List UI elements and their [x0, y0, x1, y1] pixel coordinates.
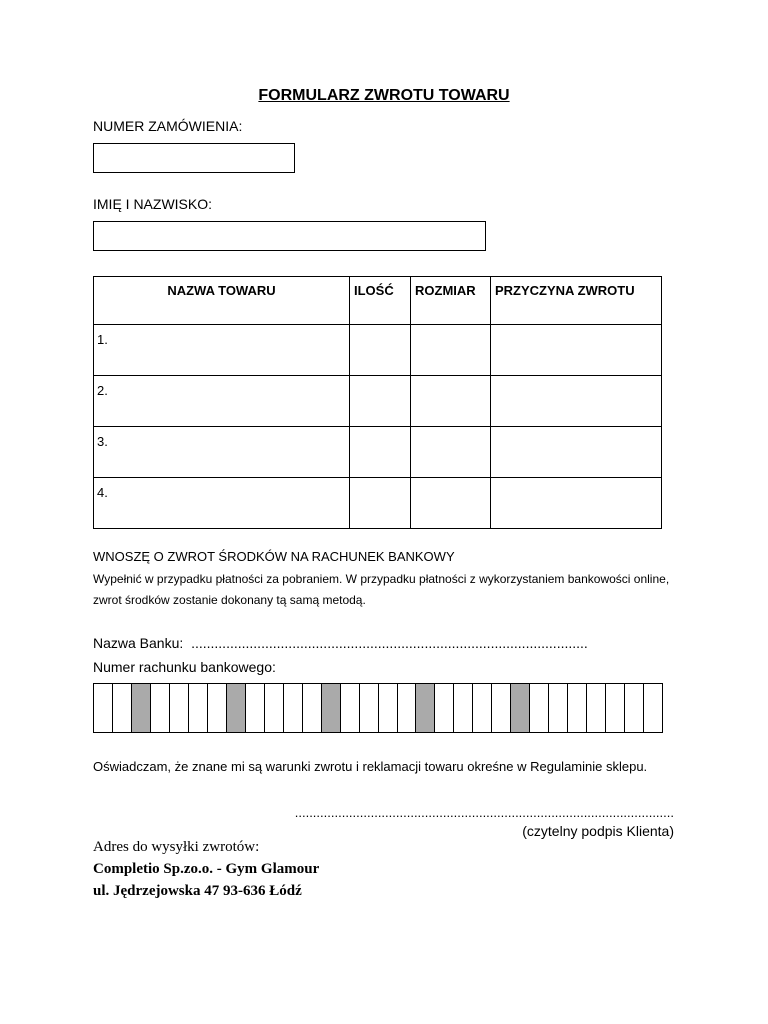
return-address-street: ul. Jędrzejowska 47 93-636 Łódź: [93, 883, 302, 899]
row-number: 4.: [97, 485, 108, 500]
account-digit-cell[interactable]: [151, 684, 170, 732]
items-table: [93, 276, 662, 529]
full-name-label: IMIĘ I NAZWISKO:: [93, 196, 213, 212]
item-name-cell[interactable]: [94, 325, 350, 376]
return-address-label: Adres do wysyłki zwrotów:: [93, 839, 260, 855]
reason-cell[interactable]: [491, 376, 662, 427]
account-separator-cell: [322, 684, 341, 732]
account-digit-cell[interactable]: [170, 684, 189, 732]
account-separator-cell: [132, 684, 151, 732]
account-digit-cell[interactable]: [360, 684, 379, 732]
return-address-company: Completio Sp.zo.o. - Gym Glamour: [93, 861, 320, 877]
refund-heading: WNOSZĘ O ZWROT ŚRODKÓW NA RACHUNEK BANKOWY: [93, 549, 455, 564]
header-return-reason: PRZYCZYNA ZWROTU: [491, 277, 662, 325]
header-quantity: ILOŚĆ: [350, 277, 411, 325]
row-number: 1.: [97, 332, 108, 347]
item-name-cell[interactable]: [94, 478, 350, 529]
size-cell[interactable]: [411, 325, 491, 376]
table-row: [94, 325, 662, 376]
account-digit-cell[interactable]: [284, 684, 303, 732]
account-digit-cell[interactable]: [435, 684, 454, 732]
account-separator-cell: [416, 684, 435, 732]
items-table-header: [94, 277, 662, 325]
reason-cell[interactable]: [491, 325, 662, 376]
size-cell[interactable]: [411, 427, 491, 478]
account-digit-cell[interactable]: [398, 684, 417, 732]
account-number-grid[interactable]: [93, 683, 663, 733]
bank-name-dotted-line[interactable]: ......................................................................................................: [191, 635, 588, 651]
bank-name-row[interactable]: [93, 635, 588, 651]
table-row: [94, 427, 662, 478]
table-row: [94, 478, 662, 529]
size-cell[interactable]: [411, 478, 491, 529]
refund-note-line-2: zwrot środków zostanie dokonany tą samą metodą.: [93, 593, 366, 607]
account-digit-cell[interactable]: [473, 684, 492, 732]
account-number-label: Numer rachunku bankowego:: [93, 659, 276, 675]
account-digit-cell[interactable]: [94, 684, 113, 732]
reason-cell[interactable]: [491, 427, 662, 478]
quantity-cell[interactable]: [350, 325, 411, 376]
refund-note-line-1: Wypełnić w przypadku płatności za pobraniem. W przypadku płatności z wykorzystaniem bankowości online,: [93, 572, 670, 586]
signature-line[interactable]: .........................................................................................................: [294, 805, 674, 820]
quantity-cell[interactable]: [350, 376, 411, 427]
account-separator-cell: [227, 684, 246, 732]
size-cell[interactable]: [411, 376, 491, 427]
account-digit-cell[interactable]: [246, 684, 265, 732]
quantity-cell[interactable]: [350, 427, 411, 478]
item-name-cell[interactable]: [94, 376, 350, 427]
header-size: ROZMIAR: [411, 277, 491, 325]
row-number: 3.: [97, 434, 108, 449]
account-digit-cell[interactable]: [568, 684, 587, 732]
account-digit-cell[interactable]: [606, 684, 625, 732]
table-row: [94, 376, 662, 427]
account-digit-cell[interactable]: [113, 684, 132, 732]
page-title: FORMULARZ ZWROTU TOWARU: [258, 87, 510, 104]
account-digit-cell[interactable]: [189, 684, 208, 732]
item-name-cell[interactable]: [94, 427, 350, 478]
account-digit-cell[interactable]: [303, 684, 322, 732]
account-digit-cell[interactable]: [549, 684, 568, 732]
account-digit-cell[interactable]: [379, 684, 398, 732]
quantity-cell[interactable]: [350, 478, 411, 529]
account-digit-cell[interactable]: [625, 684, 644, 732]
account-digit-cell[interactable]: [530, 684, 549, 732]
reason-cell[interactable]: [491, 478, 662, 529]
full-name-field[interactable]: [93, 221, 486, 251]
account-digit-cell[interactable]: [644, 684, 663, 732]
account-digit-cell[interactable]: [341, 684, 360, 732]
signature-caption: (czytelny podpis Klienta): [522, 823, 674, 839]
account-digit-cell[interactable]: [454, 684, 473, 732]
bank-name-label: Nazwa Banku:: [93, 635, 184, 651]
account-separator-cell: [511, 684, 530, 732]
declaration-text: Oświadczam, że znane mi są warunki zwrotu i reklamacji towaru okreśne w Regulaminie sklepu.: [93, 759, 648, 774]
order-number-field[interactable]: [93, 143, 295, 173]
header-item-name: NAZWA TOWARU: [94, 277, 350, 325]
row-number: 2.: [97, 383, 108, 398]
account-digit-cell[interactable]: [265, 684, 284, 732]
account-digit-cell[interactable]: [587, 684, 606, 732]
order-number-label: NUMER ZAMÓWIENIA:: [93, 118, 243, 134]
account-digit-cell[interactable]: [492, 684, 511, 732]
account-digit-cell[interactable]: [208, 684, 227, 732]
